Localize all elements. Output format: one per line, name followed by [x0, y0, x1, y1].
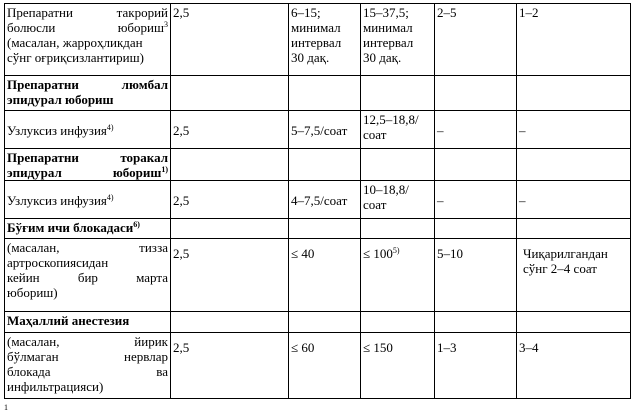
table-row — [5, 181, 631, 219]
duration-cell — [517, 333, 631, 399]
footnote-ref: 6) — [133, 220, 140, 229]
volume-cell — [289, 239, 361, 312]
cell-line: 2,5 — [173, 246, 190, 261]
empty-cell — [517, 312, 631, 333]
dosage-table — [4, 3, 631, 399]
cell-line: 2,5 — [173, 340, 190, 355]
cell-line: интервал — [363, 35, 414, 50]
cell-line: Маҳаллий анестезия — [7, 313, 130, 328]
duration-cell: 1–2 — [517, 4, 631, 76]
duration-cell — [517, 239, 631, 312]
empty-cell — [517, 219, 631, 239]
cell-line: минимал — [291, 20, 341, 35]
empty-cell — [361, 149, 435, 181]
cell-line: артроскопиясидан — [7, 255, 109, 270]
dose-cell — [361, 4, 435, 76]
cell-line: (масалан, тизза — [7, 240, 168, 255]
cell-line: Препаратни торакал — [7, 150, 168, 165]
cell-line: ≤ 100 — [363, 246, 393, 261]
onset-cell — [435, 333, 517, 399]
empty-cell — [435, 312, 517, 333]
cell-line: 30 дақ. — [363, 50, 402, 65]
cell-line: (масалан, жарроҳликдан — [7, 35, 143, 50]
concentration-cell — [171, 239, 289, 312]
volume-cell: 5–7,5/соат — [289, 111, 361, 149]
cell-line: 30 дақ. — [291, 50, 330, 65]
table-row — [5, 111, 631, 149]
section-heading-cell — [5, 149, 171, 181]
empty-cell — [171, 76, 289, 111]
cell-line: Бўғим ичи блокадаси — [7, 220, 134, 235]
cell-line: ≤ 40 — [291, 246, 315, 261]
footnote-ref: 4) — [106, 122, 114, 132]
cell-line: сўнг оғриқсизлантириш) — [7, 50, 144, 65]
dose-cell — [361, 111, 435, 149]
cell-line: ≤ 60 — [291, 340, 315, 355]
table-row — [5, 333, 631, 399]
method-cell — [5, 111, 171, 149]
empty-cell — [171, 219, 289, 239]
cell-line: 5–10 — [437, 246, 463, 261]
cell-line: 10–18,8/ — [363, 182, 409, 197]
empty-cell — [435, 149, 517, 181]
cell-line: ≤ 150 — [363, 340, 393, 355]
cell-line: болюсли юбориш — [7, 20, 164, 35]
cell-line: соат — [363, 197, 387, 212]
cell-line: (масалан, йирик — [7, 334, 168, 349]
cell-line: инфильтрацияси) — [7, 379, 104, 394]
table-row — [5, 149, 631, 181]
cell-line: Чиқарилгандан — [523, 246, 608, 261]
duration-cell: – — [517, 111, 631, 149]
duration-cell: – — [517, 181, 631, 219]
volume-cell — [289, 333, 361, 399]
footnote-ref: 3 — [164, 20, 168, 29]
onset-cell: – — [435, 181, 517, 219]
cell-line: Узлуксиз инфузия — [7, 122, 107, 138]
empty-cell — [361, 312, 435, 333]
empty-cell — [289, 76, 361, 111]
cell-line: интервал — [291, 35, 342, 50]
footnote-marker: 1 — [4, 403, 8, 412]
cell-line: блокада ва — [7, 364, 168, 379]
cell-line: кейин бир марта — [7, 270, 168, 285]
cell-line: соат — [363, 127, 387, 142]
method-cell — [5, 333, 171, 399]
method-cell — [5, 181, 171, 219]
cell-line: 3–4 — [519, 340, 539, 355]
empty-cell — [517, 149, 631, 181]
cell-line: Узлуксиз инфузия — [7, 192, 107, 208]
empty-cell — [517, 76, 631, 111]
empty-cell — [289, 149, 361, 181]
footnote-ref: 4) — [106, 192, 114, 202]
footnote-ref: 1) — [161, 165, 168, 174]
cell-line: юбориш) — [7, 285, 58, 300]
table-row — [5, 4, 631, 76]
cell-line: минимал — [363, 20, 413, 35]
cell-line: бўлмаган нервлар — [7, 349, 168, 364]
dose-cell — [361, 239, 435, 312]
empty-cell — [171, 312, 289, 333]
dose-cell — [361, 333, 435, 399]
concentration-cell: 2,5 — [171, 181, 289, 219]
dose-cell — [361, 181, 435, 219]
cell-line: 1–3 — [437, 340, 457, 355]
cell-line: Препаратни люмбал — [7, 77, 168, 92]
empty-cell — [435, 219, 517, 239]
empty-cell — [289, 219, 361, 239]
empty-cell — [435, 76, 517, 111]
concentration-cell: 2,5 — [171, 4, 289, 76]
empty-cell — [289, 312, 361, 333]
footnote-ref: 5) — [392, 246, 400, 255]
method-cell — [5, 4, 171, 76]
cell-line: 6–15; — [291, 5, 321, 20]
concentration-cell: 2,5 — [171, 111, 289, 149]
method-cell — [5, 239, 171, 312]
cell-line: эпидурал юбориш — [7, 165, 162, 180]
section-heading-cell — [5, 219, 171, 239]
volume-cell — [289, 4, 361, 76]
empty-cell — [361, 76, 435, 111]
concentration-cell — [171, 333, 289, 399]
empty-cell — [361, 219, 435, 239]
table-row — [5, 239, 631, 312]
cell-line: 12,5–18,8/ — [363, 112, 419, 127]
volume-cell: 4–7,5/соат — [289, 181, 361, 219]
table-row — [5, 76, 631, 111]
empty-cell — [171, 149, 289, 181]
onset-cell: 2–5 — [435, 4, 517, 76]
section-heading-cell — [5, 312, 171, 333]
cell-line: эпидурал юбориш — [7, 92, 114, 107]
onset-cell: – — [435, 111, 517, 149]
cell-line: Препаратни такрорий — [7, 5, 168, 20]
section-heading-cell — [5, 76, 171, 111]
cell-line: 15–37,5; — [363, 5, 409, 20]
table-row — [5, 312, 631, 333]
cell-line: сўнг 2–4 соат — [523, 261, 597, 276]
onset-cell — [435, 239, 517, 312]
table-row — [5, 219, 631, 239]
